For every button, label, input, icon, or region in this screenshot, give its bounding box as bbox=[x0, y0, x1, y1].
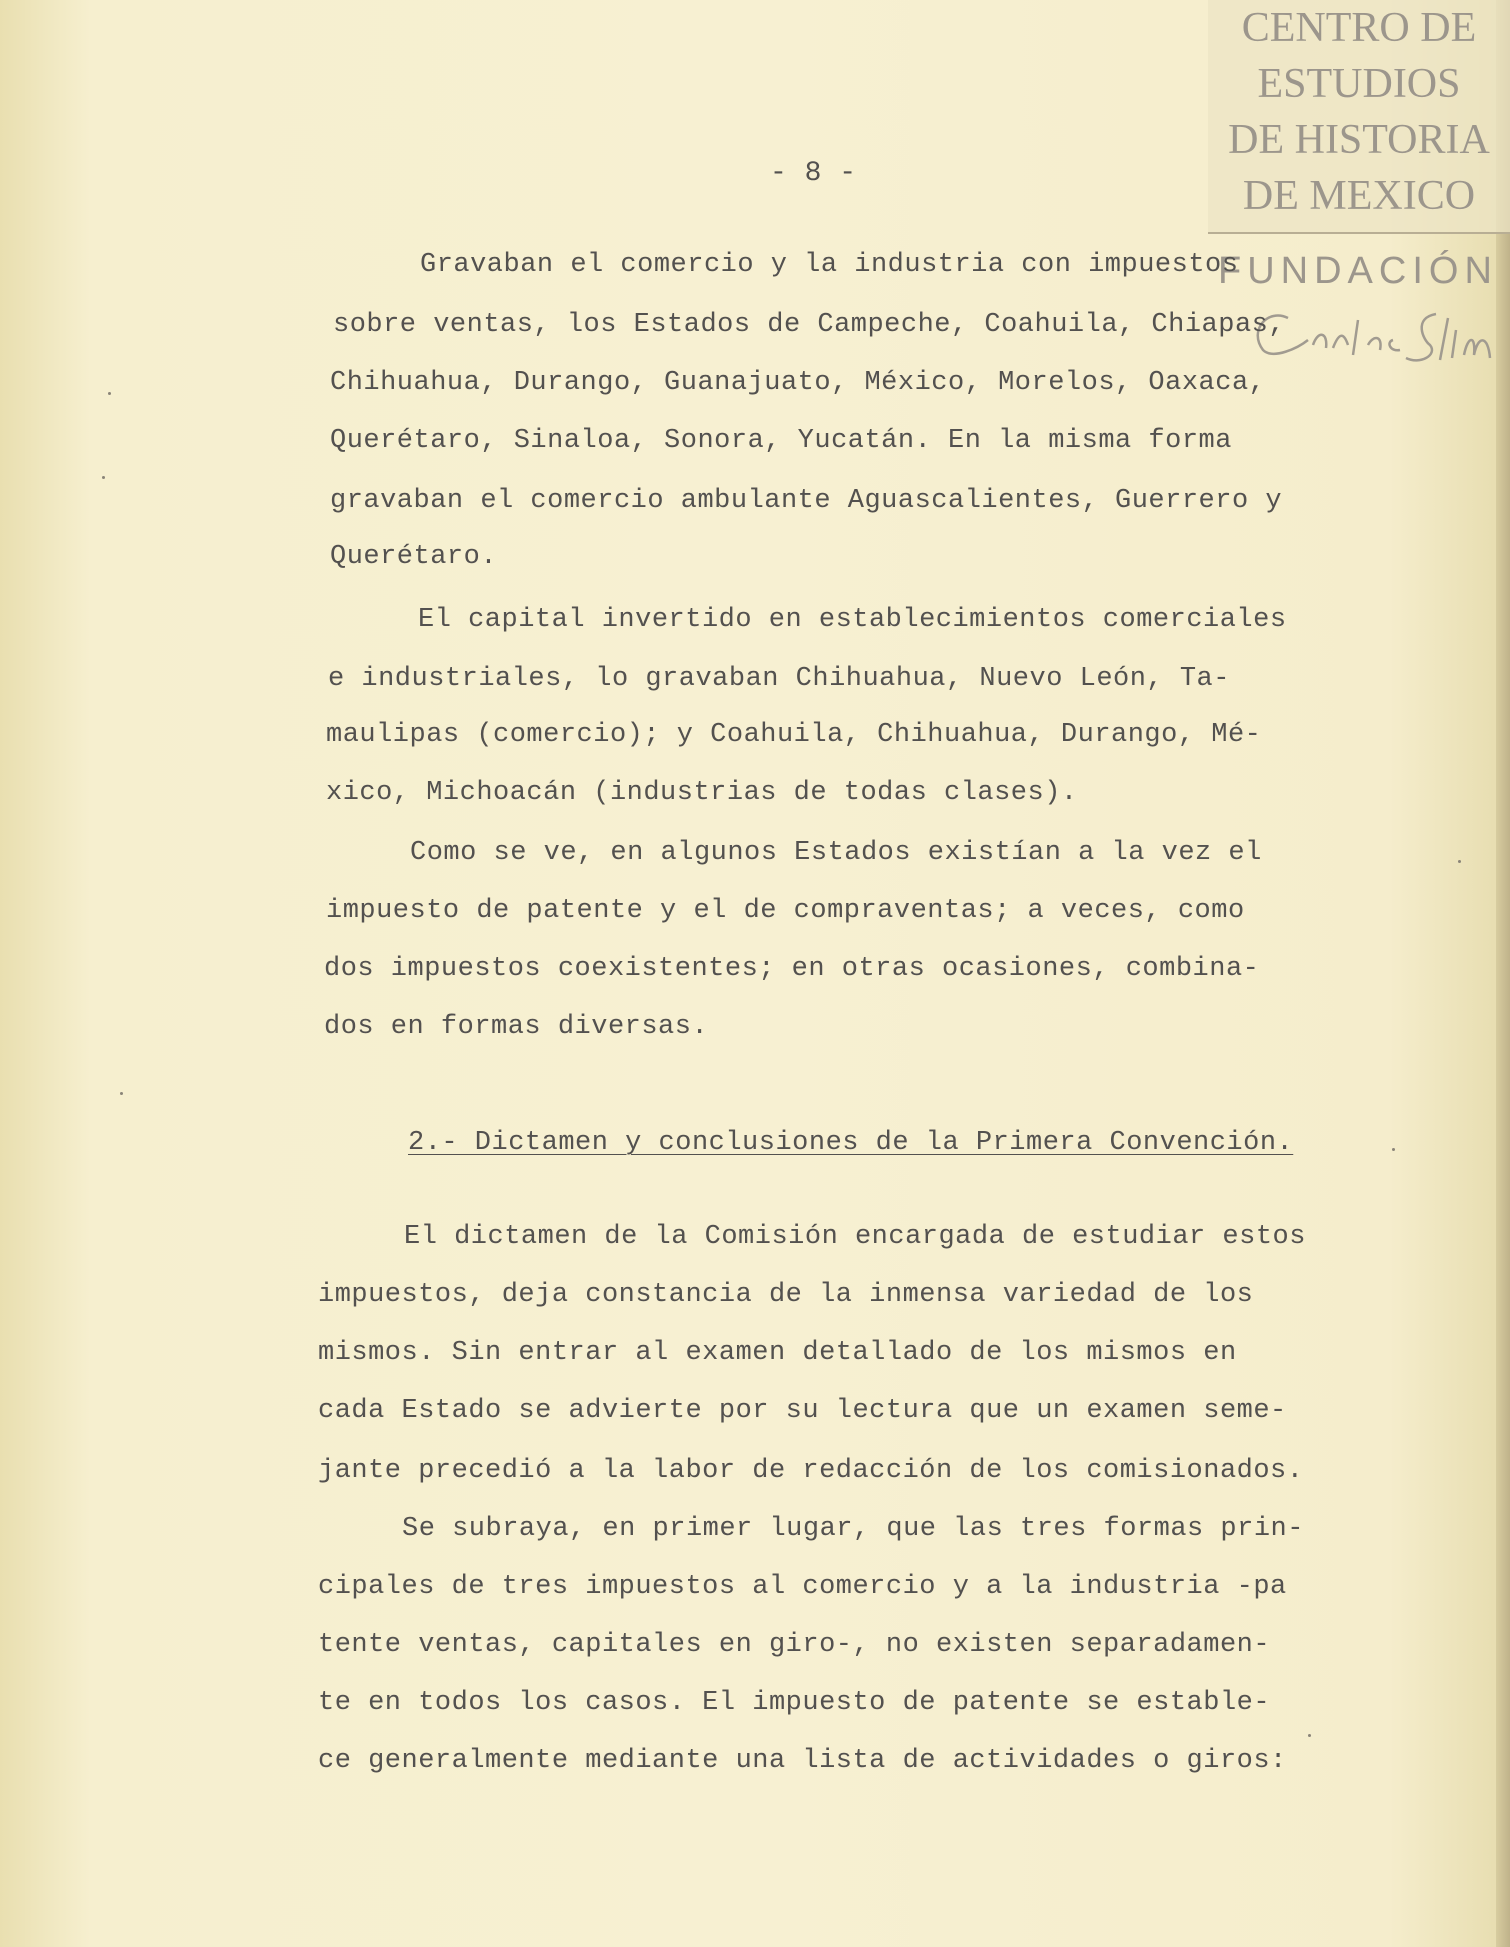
text-line: impuestos, deja constancia de la inmensa variedad de los bbox=[318, 1280, 1254, 1310]
section-heading: 2.- Dictamen y conclusiones de la Primera Convención. bbox=[408, 1128, 1294, 1158]
text-line: gravaban el comercio ambulante Aguascalientes, Guerrero y bbox=[330, 486, 1283, 516]
text-line: dos impuestos coexistentes; en otras ocasiones, combina- bbox=[324, 954, 1260, 984]
text-line: Querétaro, Sinaloa, Sonora, Yucatán. En la misma forma bbox=[330, 426, 1232, 456]
text-line: El dictamen de la Comisión encargada de estudiar estos bbox=[404, 1222, 1306, 1252]
text-line: Chihuahua, Durango, Guanajuato, México, Morelos, Oaxaca, bbox=[330, 368, 1266, 398]
text-line: Querétaro. bbox=[330, 542, 498, 572]
paper-speck bbox=[1458, 860, 1461, 863]
stamp-line: DE HISTORIA bbox=[1228, 117, 1490, 163]
text-line: El capital invertido en establecimientos comerciales bbox=[418, 605, 1287, 635]
text-line: sobre ventas, los Estados de Campeche, Coahuila, Chiapas, bbox=[333, 310, 1286, 340]
stamp-line: DE MEXICO bbox=[1242, 173, 1476, 219]
text-line: cipales de tres impuestos al comercio y a la industria -pa bbox=[318, 1572, 1287, 1602]
text-line: xico, Michoacán (industrias de todas clases). bbox=[326, 778, 1078, 808]
text-line: mismos. Sin entrar al examen detallado de los mismos en bbox=[318, 1338, 1237, 1368]
text-line: maulipas (comercio); y Coahuila, Chihuahua, Durango, Mé- bbox=[326, 720, 1262, 750]
stamp-line: ESTUDIOS bbox=[1257, 61, 1461, 107]
text-line: te en todos los casos. El impuesto de patente se estable- bbox=[318, 1688, 1271, 1718]
text-line: Como se ve, en algunos Estados existían a la vez el bbox=[410, 838, 1262, 868]
paper-speck bbox=[108, 392, 111, 395]
paper-speck bbox=[120, 1092, 123, 1095]
text-line: dos en formas diversas. bbox=[324, 1012, 709, 1042]
text-line: e industriales, lo gravaban Chihuahua, Nuevo León, Ta- bbox=[328, 664, 1230, 694]
stamp-foundation-label: FUNDACIÓN bbox=[1218, 250, 1498, 292]
text-line: impuesto de patente y el de compraventas; a veces, como bbox=[326, 896, 1245, 926]
text-line: Se subraya, en primer lugar, que las tres formas prin- bbox=[402, 1514, 1304, 1544]
page-number: - 8 - bbox=[770, 158, 857, 189]
text-line: jante precedió a la labor de redacción de los comisionados. bbox=[318, 1456, 1304, 1486]
text-line: tente ventas, capitales en giro-, no existen separadamen- bbox=[318, 1630, 1271, 1660]
text-line: Gravaban el comercio y la industria con impuestos bbox=[420, 250, 1239, 280]
paper-speck bbox=[1392, 1148, 1395, 1151]
paper-speck bbox=[102, 476, 105, 479]
stamp-line: CENTRO DE bbox=[1241, 5, 1477, 51]
paper-speck bbox=[1308, 1734, 1311, 1737]
text-line: cada Estado se advierte por su lectura que un examen seme- bbox=[318, 1396, 1287, 1426]
archive-stamp bbox=[1208, 0, 1510, 234]
text-line: ce generalmente mediante una lista de actividades o giros: bbox=[318, 1746, 1287, 1776]
